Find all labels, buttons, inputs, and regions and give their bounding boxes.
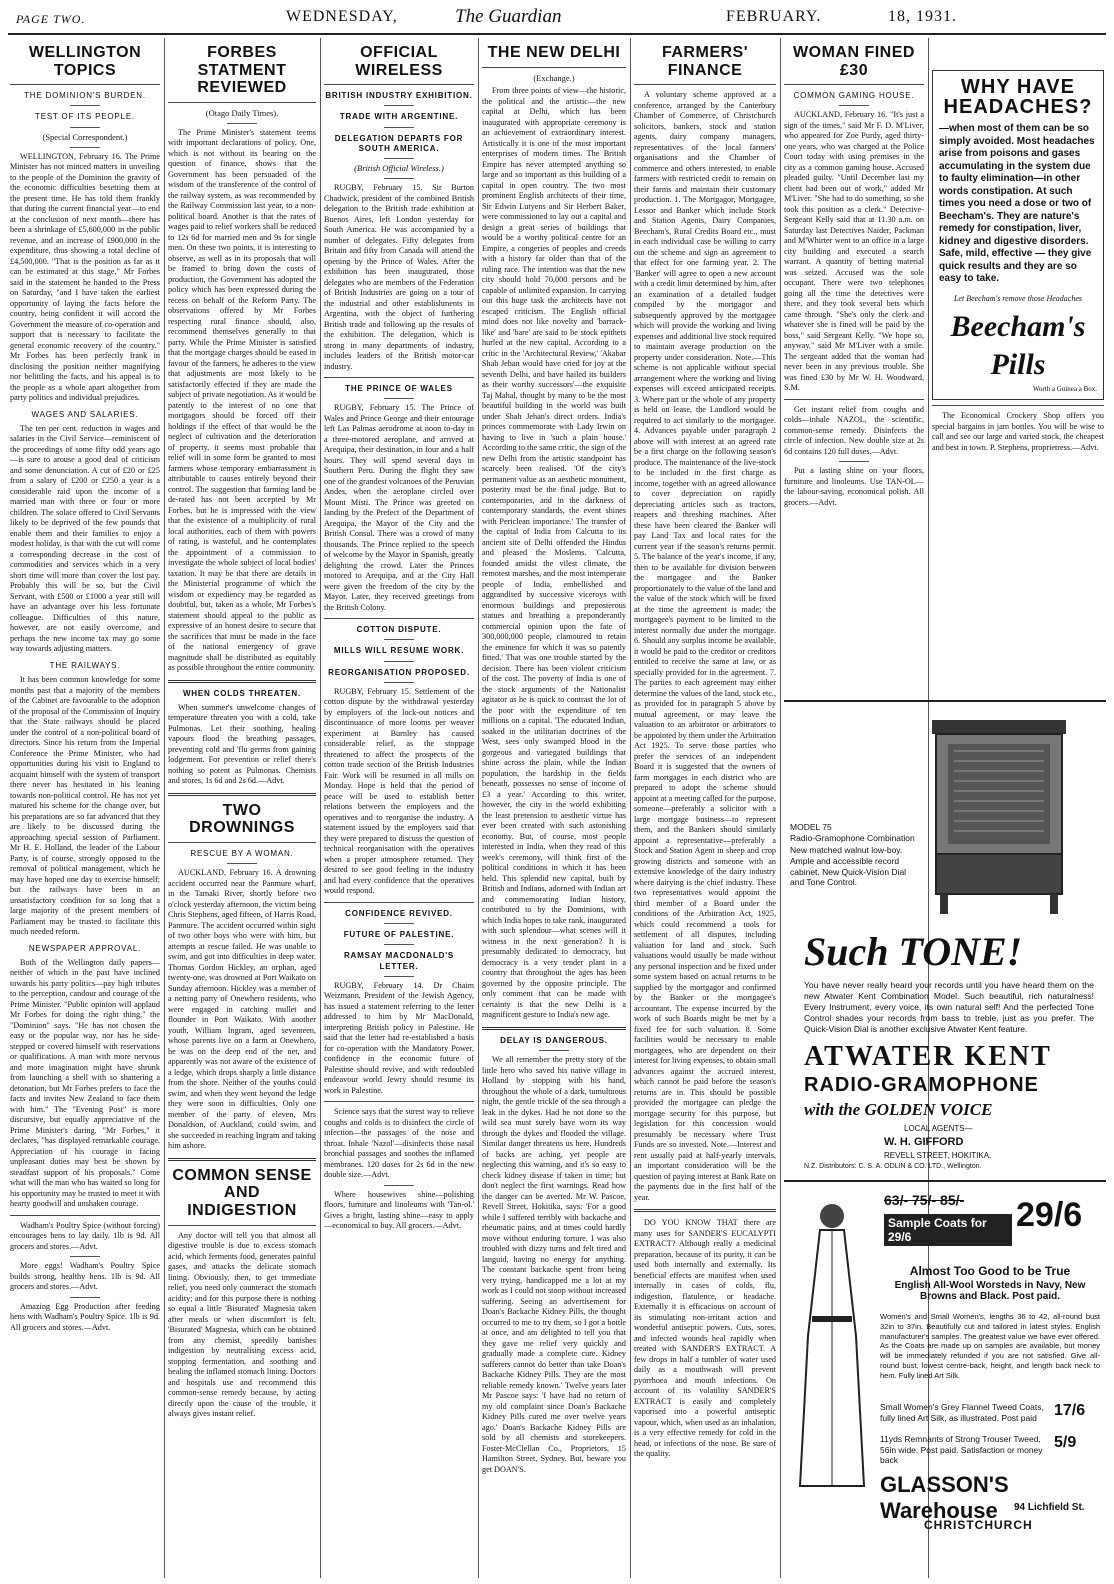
short-rule [227,863,257,864]
glassons-offer-price: 5/9 [1054,1434,1077,1451]
short-rule [384,398,414,399]
rule [324,377,474,378]
short-rule [384,661,414,662]
advert-text: Science says that the surest way to relieve coughs and colds is to disinfect the circle of infection—the passages of the nose and throat. Inhale 'Nazol'—disinfects those nasal bronchial passages and soothes the inflamed membranes. 120 doses for 2s 6d in the new double size.—Advt. [324,1107,474,1180]
section-head: CONFIDENCE REVIVED. [345,908,453,918]
model-number: MODEL 75 [790,822,832,832]
article-paragraph: A voluntary scheme approved at a conference, arranged by the Canterbury Chamber of Commerce, of Christchurch solicitors, bankers, stock and station agents, dairy company managers, representatives of the local farmers' organisations and the Chamber of commerce and others interested, to enable farmers with restricted credit to remain on their farms and maintain their customary production. 1. The Mortgagor, Mortgagee, Lessor and Banker which include Stock and Station Agents, Dairy Companies, Beecham's, Rural Credits Board etc., must in each individual case be willing to carry out the scheme and sign an agreement to that effect for one farming year. 2. The 'Banker' will agree to open a new account with a credit limit determined by him, after an examination of a detailed budget compiled by the mortgagor and subsequently approved by the mortgagee which will provide the working and living expenses and additional live stock required to maintain average production on the property under consideration. Note.—This scheme is not applicable without special arrangement where the working and living expenses will exceed anticipated receipts. 3. Where part or the whole of any property is held on lease, the Landlord would be required to act similarly to the mortgagee. 4. Advances payable under paragraph 2 above will with interest at an agreed rate be a first charge on the following season's produce. The maintenance of the live-stock to be included in the first charge as income, together with an agreed allowance to cover depreciation on rapidly depreciating articles such as tractors, reapers and threshing machines. After these have been cleared the Banker will pay Land Tax and local rates for the current year if the season's returns permit. 5. The balance of the year's income, if any, then to be available for division between the mortgagee and the Banker proportionately to the value of the land and the value of the stock which will be fixed at the time the agreement is made; the mortgagee's payment to be limited to the interest normally due under the mortgage. 6. Should any surplus income be available, it would be paid to the creditor or creditors entitled to receive the same at law, or as specially provided for in the agreement. 7. The parties to each agreement may either determine the values of the land, stock etc., as provided for in paragraph 5 above by mutual agreement, or may leave the valuation to an arbitrator or arbitrators to be appointed by them under the Arbitration Act 1925. To serve those parties who prefer the services of an independent Board it is suggested that the owners of farm mortgages in each district who are prepared to adopt the scheme should appoint at a meeting called for the purpose, someone—preferably a solicitor with a large mortgage business—to represent them, and the Bankers should similarly appoint a representative—preferably a Stock and Station Agent in sheep and crop growing districts and someone with an extensive knowledge of the dairy industry where dairying is the chief industry. These two representatives would appoint the third member of a Board under the conditions of the Arbitration Act, 1925, which could recommend a tools for settlement of all disputes, including valuation for land and stock. Such valuations would usually be made without any personal inspection and be fixed under some system based on actual returns to be supplied by the mortgagor and confirmed by the Banker or the mortgagee's accountant. The expense incurred by the work of such Boards might be met by a fixed fee for such valuation. 8. Some facilities would be necessary to enable mortgagees, who are dependent on their interest for living expenses, to obtain small advances against the accrued interest, which cannot be paid before the season's returns are in. This should be possible provided the mortgagee can pledge the mortgage security for this purpose, but legislation for this concession would presumably be necessary where Trust Funds are so invested. Note.—Interest and rent usually paid at half-yearly intervals, an important consideration will be the question of paying interest at Bank Rate on the payments due in the first half of the year. [634,90,776,1202]
advert-text: Get instant relief from coughs and colds—inhale NAZOL, the scientific, common-sense remedy. Disinfects the circle of infection. New double size at 2s 6d contains 120 full doses.—Advt. [784,404,924,456]
masthead-month: FEBRUARY. [726,8,822,25]
section-head: NEWSPAPER APPROVAL. [28,943,142,953]
rule [168,1158,316,1161]
subhead: TRADE WITH ARGENTINE. [339,112,459,122]
glassons-subhead: English All-Wool Worsteds in Navy, New Browns and Black. Post paid. [894,1280,1086,1302]
headline-wellington-topics: WELLINGTON TOPICS [28,44,142,79]
article-paragraph: WELLINGTON, February 16. The Prime Minister has not minced matters in unveiling to the people of the Dominion the gravity of the economic difficulties besetting them at the present time. He has told them frankly that during the current financial year—to end at the conclusion of next month—there has been a shrinkage of £5,600,000 in the public revenue, and an increase of £900,000 in the expenditure, thus showing a total decline of £4,500,000. "That is the position as far as it can be estimated at this stage," Mr Forbes said in the statement he handed to the Press on Saturday, "and I have taken the earliest opportunity of laying the facts before the country, being confident it will accord the Government the measure of co-operation and support that is necessary to facilitate the general economic recovery of the country." Mr Forbes has been perfectly frank in disclosing the position neither magnifying nor belittling the facts, and his appeal is to the people as a whole apart altogether from party politics and individual prejudices. [10,151,160,403]
article-paragraph: The ten per cent. reduction in wages and salaries in the Civil Service—reminiscent of the proceedings of some fifty odd years ago—is sure to arouse a good deal of criticism and some denunciation. A cut of £20 or £25 from a salary of £200 or £250 a year is a considerable raid upon the income of a married man with three or four or more children. The solace offered to Civil Servants likely to be deprived of the few pounds that enable them and their families to enjoy a modest holiday, is that with the cut will come a corresponding decrease in the cost of commodities and services which in a very short time will more than cover the lost pay. Probably this will be so, but the Civil Servant, with £500 or £1000 a year still will have an advantage over his less fortunate colleague. Difficulties of this nature, however, are not easily overcome, and perhaps the new income tax may go some way towards adjusting matters. [10,423,160,654]
column-wellington-topics [10,40,160,1576]
byline: (Exchange.) [533,72,575,83]
glassons-offer: 11yds Remnants of Strong Trouser Tweed, 56in wide. Post paid. Satisfaction or money back [880,1434,1043,1466]
agents-label: LOCAL AGENTS— [904,1124,973,1133]
rule [324,902,474,903]
glassons-headline: Almost Too Good to be True [909,1264,1071,1278]
model-features: New matched walnut low-boy. Ample and accessible record cabinet. New Quick-Vision Dial and Tone Control. [790,845,907,888]
short-rule [70,1256,100,1257]
short-rule [839,105,869,106]
rule [932,405,1104,406]
article-paragraph: From three points of view—the historic, the political and the artistic—the new capital at Delhi, which has been inaugurated with appropriate ceremony is an achievement of extraordinary interest. Artistically it is one of the most important enterprises of modern times. The British Empire has never attempted anything so large and so important as this building of a capital in open country. The two most prominent English architects of their time, Sir Edwin Lutyens and Sir Herbert Baker, were commissioned to lay out a capital and design a great series of buildings that would be a worthy political centre for an Empire, a congeries of peoples and creeds with a history far older than that of the ruling race. The intention was that the new city should hold 70,000 persons and be capable of unlimited expansion. In carrying out this huge task the architects have not escaped criticism. The English official mind does not like novelty and 'barrack-like' and 'bare' are said to be stock epithets hurled at the new capital. According to a critic in the 'Architectural Review,' 'Akabar Shah Jehan would have cried for joy at the seventh Delhi, and have hailed its builders as their worthy successors'—the exquisite Taj Mahal, thought by many to be the most beautiful building in the world was built under Shah Jehan's direct orders. India's princes commemorate with Lady Irwin on having to live in 'such a plain house.' According to the same critic, the sign of the new Delhi from the artistic standpoint has scarcely been realised. 'Of the city's permanent value as an aesthetic monument, posterity must be the final judge. But to contemporaries, and in the darkness of contemporary standards, the event shines with Periclean importance.' The transfer of the capital of India from Calcutta to its ancient site of Delhi offended the Hindus and pleased the Moslems. 'Calcutta, founded amidst the vilest climate, the remotest marshes, and the most intemperate people of India, embellished and aggrandised by successive viceroys with enormous buildings and preposterous statues and breathing a preponderantly commercial opinion upon the fate of 300,000,000 people, clamoured to retain the eminence for which it was so patently fitted.' That was one trouble started by the decision. There has been violent criticism of the cost. The poverty of India is one of the stock arguments of the Nationalist agitator as he is quick to contrast the lot of the poor with the expenditure of ten millions on a capital. 'The educated Indian, soaked in the utilitarian doctrines of the West, sees only swamped blood in the gorgeous and variegated buildings that shine across the plain, while the Indian population, the hardship in the fields beneath, possesses no sense of income of £3 a year.' According to this writer, however, the city in the world exhibiting the least pretension to aesthetic virtue has ever been created with such astonishing economy. But, of course, most people interested in India, when they read of this week's ceremony, will think first of the political conditions in which it has been held. This splendid new capital, built by British and Indians, adorned with Indian art and commemorating Indian history, contributed to by the Dominions, with which India hopes to take rank, inaugurated with such splendour—what scenes will it witness in the next generation? It is presumably dedicated to democracy, but democracy is a very tender plant in a country that throughout the ages has been governed by the opposite principle. The only comment that can be made with certainty is that the new Delhi is a magnificent gesture to India's new age. [482,86,626,1020]
short-rule [539,1050,569,1051]
short-rule [70,127,100,128]
short-rule [384,923,414,924]
model-description: Radio-Gramophone Combination [790,832,915,843]
beecham-advert [932,70,1104,400]
article-paragraph: RUGBY, February 15. The Prince of Wales and Prince George and their entourage left Las Palmas aerodrome at noon to-day in a three-motored aeroplane, and arrived at Arequipa, their destination, in four and a half hours. They will spend several days in Southern Peru. During the flight they saw one of the grandest volcanoes of the Peruvian Andes, when the aeroplane circled over Mount Misti. The Prince was greeted on landing by the Prefect of the Department of Arequipa, the Mayor of the City and the British Consul. There was a crowd of many thousands. The Prince replied to the speech of welcome by the Mayor in Spanish, greatly delighting the crowd. Later the Princes motored to Arequipa, and at the City Hall were given the freedom of the city by the Mayor. Later, they received greetings from the British Colony. [324,403,474,612]
advert-text: Where housewives shine—polishing floors, furniture and linoleums with 'Tan-ol.' Gives a bright, lasting shine—easy to apply—economical to buy. All grocers.—Advt. [324,1189,474,1231]
rule [324,618,474,619]
headline-official-wireless: OFFICIAL WIRELESS [355,44,443,79]
section-head: WHEN COLDS THREATEN. [182,688,302,698]
advert-text: Any doctor will tell you that almost all digestive trouble is due to excess stomach acid, which ferments food, generates painful gases, and attacks the delicate stomach lining. Obviously, then, to get immediate relief, you need only counteract the stomach acidity; and for this purpose there is nothing so equal a little 'Bisurated' Magnesia taken after meals or when discomfort is felt. 'Bisurated' Magnesia, which can be obtained from any chemist, speedily banishes indigestion by neutralising excess acid, stopping fermentation, and soothing and healing the inflamed stomach lining. Doctors and hospitals use and recommend this common-sense remedy because, by acting directly upon the cause of the trouble, it always gives instant relief. [168,1230,316,1419]
section-head: THE PRINCE OF WALES [345,384,453,393]
short-rule [227,123,257,124]
article-paragraph: It has been common knowledge for some months past that a majority of the members of the Cabinet are favourable to the adoption of the proposal of the Commission of Inquiry that the State railways should be placed under the control of a non-political board of directors. Since his return from the Imperial Conference the Prime Minister, who had opportunities during his visit to England to acquaint himself with the system of transport there never has hesitated in his leaning towards non-political control. He has not yet matured his scheme for the change over, but his preparations are so far advanced that they are likely to be discussed during the approaching special session of Parliament. Mr H. E. Holland, the leader of the Labour Party, is of course, strongly opposed to the removal of political management, which he may have hoped one day to exercise himself; but the railways have been in an unsatisfactory condition for so long that a large majority of the present members of Parliament may be trusted to facilitate this much needed reform. [10,675,160,936]
old-prices: 63/- 75/- 85/- [884,1192,965,1208]
advert-text: DO YOU KNOW THAT there are many uses for SANDER'S EUCALYPTI EXTRACT? Although really a medicinal preparation, because of its purity, it can be used both internally and externally. Its beneficial effects are manifest when used internally in cases of colds, flu, indigestion, flatulence, or headache. Externally it is efficacious on account of its stimulating non-irritant action and wonderful antiseptic powers. Cuts, sores, and infected wounds heal rapidly when treated with SANDER'S EXTRACT. A few drops in half a tumbler of water used daily as a mouthwash will prevent pyorrhoea and mouth infections. On account of its volatility SANDER'S EXTRACT is easily and completely vaporised into a powerful antiseptic vapour, which, when used as an inhalation, is a very effective remedy for cold in the head, or infections of the nose. Be sure of the quality. [634,1218,776,1459]
glassons-body: Women's and Small Women's, lengths 36 to 42, all-round bust 32in to 37in. Beautifully cut and tailored in latest styles. English manufacturer's samples. The greatest value we have ever offered. As the Coats are made up on samples are available, but money will be immediately refunded if you are not satisfied. Give all-round bust, lowest centre-back, height, and length back neck to hem. Fully lined Art Silk. [880,1312,1100,1380]
short-rule [70,105,100,106]
rule [324,84,474,85]
column-divider [630,38,631,1578]
glassons-offer: Small Women's Grey Flannel Tweed Coats, fully lined Art Silk, as illustrated. Post paid [880,1402,1044,1423]
model-info [790,822,922,888]
section-head: WAGES AND SALARIES. [31,409,139,419]
headline-farmers-finance: FARMERS' FINANCE [661,44,749,79]
rule [482,67,626,68]
cabinet-icon [924,716,1074,916]
headline-new-delhi: THE NEW DELHI [487,44,621,61]
article-paragraph: RUGBY, February 15. Settlement of the cotton dispute by the withdrawal yesterday by employers of the lock-out notices and discontinuance of more looms per weaver experiment at Burnley has caused considerable relief, as the stoppage threatened to affect the prospects of the cotton trade section of the British Industries Fair. Work will be resumed in all mills on Monday. Hope is held that the period of peace will be used to establish better relations between the employers and the operatives and to reorganise the industry. A statement issued by the employers said that they were prepared to discuss the question of technical reorganisation with the operatives when a proper atmosphere returned. They desired to see good feeling in the industry and had every confidence that the operatives would respond. [324,686,474,896]
short-rule [384,178,414,179]
byline: (British Official Wireless.) [354,163,444,174]
byline: (Otago Daily Times). [205,107,279,118]
rule [168,1225,316,1226]
byline: (Special Correspondent.) [42,131,128,142]
section-head: THE RAILWAYS. [49,660,121,670]
column-divider [780,38,781,1578]
sample-coats: Sample Coats for 29/6 [884,1214,1012,1246]
article-paragraph: RUGBY, February 14. Dr Chaim Weizmann, President of the Jewish Agency, has issued a statement referring to the letter addressed to him by Mr MacDonald, interpreting British policy in Palestine. He said that the letter had re-established a basis for co-operation with the Mandatory Power, confidence in the economic future of Palestine should revive, and with redoubled endeavour world Jewry should resume its work in Palestine. [324,980,474,1095]
section-head: COTTON DISPUTE. [356,625,442,635]
rule [324,1101,474,1102]
short-rule [839,461,869,462]
article-paragraph: Both of the Wellington daily papers—neither of which in the past have inclined towards his party politics—pay high tributes to the perception, candour and courage of the Prime Minister. "Public opinion will applaud Mr Forbes for doing the right thing," the "Dominion" says. "He has not chosen the easy or the popular way, nor has he side-stepped or covered himself with reservations or qualifications. A man with more nervous and more imagination might have shrunk from launching a shell with so shattering a detonation, but Mr Forbes prefers to face the facts and invites New Zealand to face them with him." The "Evening Post" is more discursive, but equally appreciative of the Prime Minister's daring. "Mr Forbes," it declares, "has displayed remarkable courage. Appreciation of his courage in facing unpleasant duties may best be shown by steadfast support of his proposals." Come what will the man who has waited so long for his opportunity may be trusted to meet it with hearty goodwill and unshaken courage. [10,957,160,1209]
glassons-address: 94 Lichfield St. [1014,1502,1085,1513]
column-divider [478,38,479,1578]
beecham-tagline: Let Beecham's remove those Headaches [953,293,1083,303]
atwater-kent-advert [784,700,1106,1172]
distributors: N.Z. Distributors: C. S. A. ODLIN & CO. LTD., Wellington. [804,1163,982,1170]
advert-text: More eggs! Wadham's Poultry Spice builds strong, healthy hens. 1lb is 9d. All grocers and stores.—Advt. [10,1261,160,1292]
subhead: FUTURE OF PALESTINE. [343,930,455,940]
short-rule [384,127,414,128]
headline-common-sense: COMMON SENSE AND INDIGESTION [172,1166,312,1219]
column-forbes-statement [168,40,316,1576]
agent-name: W. H. GIFFORD [884,1136,964,1148]
glassons-advert [784,1180,1106,1578]
short-rule [70,1297,100,1298]
subhead: REORGANISATION PROPOSED. [328,667,470,677]
column-farmers-finance [634,40,776,1576]
subhead: TEST OF ITS PEOPLE. [35,112,135,122]
masthead-day: WEDNESDAY, [286,8,398,25]
glassons-city: CHRISTCHURCH [924,1518,1033,1532]
short-rule [384,1185,414,1186]
woman-coat-icon [790,1196,874,1496]
beecham-title: HEADACHES? [943,96,1093,118]
subhead: COMMON GAMING HOUSE. [793,91,915,101]
masthead-date: 18, 1931. [888,8,957,25]
column-woman-fined [784,40,924,730]
short-rule [384,976,414,977]
headline-woman-fined: WOMAN FINED £30 [793,44,915,79]
beecham-logo: Beecham's Pills [950,309,1086,382]
atwater-product: RADIO-GRAMOPHONE [804,1074,1039,1096]
column-divider [164,38,165,1578]
subhead: RESCUE BY A WOMAN. [190,849,294,859]
advert-text: The Economical Crockery Shop offers you special bargains in jam bottles. You will be wise to call and see our large and varied stock, the cheapest and best in town. P. Stephens, proprietress.—Advt. [932,411,1104,452]
short-rule [384,944,414,945]
article-paragraph: The Prime Minister's statement teems with important declarations of policy. One, which is not without its bearing on the question of finance, shows that the Government has been persuaded of the wisdom of the transference of the control of the railway system, as was recommended by the Railway Commission last year, to a non-political board. Another is that the rates of wages paid to relief workers shall be reduced to 12s 6d for married men and 9s for single men. On these two points, it is interesting to observe, as well as in its proposals that will be framed to bring down the costs of production, the Government has adopted the policy which has been expressed during the recess on behalf of the Reform Party. The observations offered by Mr Forbes respecting rural finance should, also, recommend themselves generally to that party. While the Prime Minister is satisfied that the mortgage charges should be eased in favour of the farmers, he adheres to the view that adjustments are most likely to be satisfactorily effected if they are made the subject of private negotiation. As it would be patently to the interest of no one that mortgagors should be forced off their holdings if the effect of that would be the neglect of cultivation and the deterioration of property, it seems most probable that relief will in some form be granted to most farmers whose temporary embarrassment is attributable to causes entirely beyond their control. The suggestion that farming land be de-rated has not been accepted by Mr Forbes, but he is impressed with the view that the existence of a multiplicity of rural local authorities, each of them with powers of rating, is wasteful, and he contemplates the appointment of a commission to investigate the whole subject of local bodies' taxation. It may be that there are details in the Ministerial programme of which the wisdom or expediency may be regarded as doubtful, but, taken as a whole, Mr Forbes's statement should appeal to the public as expressive of an honest desire to secure that the sacrifices that must be made in the face of the national emergency of grave magnitude shall be distributed as equitably as possible throughout the entire community. [168,127,316,673]
subhead: THE DOMINION'S BURDEN. [24,91,146,101]
glassons-offer-price: 17/6 [1054,1402,1086,1419]
advert-text: Wadham's Poultry Spice (without forcing) encourages hens to lay daily. 1lb is 9d. All grocers and stores.—Advt. [10,1220,160,1251]
agent-address: REVELL STREET, HOKITIKA. [884,1151,992,1160]
column-divider [320,38,321,1578]
short-rule [384,158,414,159]
rule [784,84,924,85]
advert-text: We all remember the pretty story of the little hero who saved his native village in Holland by stopping with his hand, throughout the whole of a dark, tumultuous night, the gentle trickle of the sea through a leak in the dykes. Had he not done so the wild sea must surely have worn its way through the dykes and flooded the village. Similar danger threatens us here. Hundreds of backs are aching, yet people are neglecting this warning, and it's so easy to check kidney disease if taken in time; but don't neglect the first warnings. Read how the danger can be averted. Mr W. Pascoe, Revell Street, Hokitika, says: 'For a good while I suffered terribly with backache and rheumatic pains, and at times could hardly move without enduring torture. I was also troubled with dizzy turns and felt tired and languid, having no energy for anything. The constant backache spent from being very trying, handicapped me a lot at my work as I could not stoop without increased suffering. Seeing an advertisement for Doan's Backache Kidney Pills, the thought occurred to me to try them, so I got a bottle at once, and am delighted to tell you that they gave me relief very quickly and gradually made a complete cure. Kidney sufferers cannot do better than take Doan's Backache Kidney Pills. They are the most reliable remedy known.' Twelve years later Mr Pascoe says: 'I have had no return of my old complaint since Doan's Backache Kidney Pills cured me over twelve years ago.' Doan's Backache Kidney Pills are sold by all chemists and storekeepers. Foster-McClellan Co., Proprietors, 15 Hamilton Street, Sydney. But, beware you get DOAN'S. [482,1055,626,1474]
column-new-delhi [482,40,626,1576]
article-paragraph: AUCKLAND, February 16. "It's just a sign of the times," said Mr F. D. M'Liver, who appeared for Zoe Purdy, aged thirty-one years, who was charged at the Police Court today with using premises in the city as a common gaming house. Accused pleaded guilty. "Until December last my client had been out of work," added Mr M'Liver. "She had to do something, so she took this position as a clerk." Detective-Sergeant Kelly said that at 11.30 a.m. on Saturday last Detectives Naider, Packman and M'Whirter went to an office in a large city building and executed a search warrant. A quantity of betting material was seized. Accused was the sole occupant. There were two telephones going all the time the detectives were there, and they took several bets which came through. "She's only the clerk and whatever she is fined will be paid by the boss," said Sergeant Kelly. "We hope so, anyway," said Mr M'Liver with a smile. The sergeant added that the woman had never been in any previous trouble. She was fined £30 by Mr W. H. Woodward, S.M. [784,110,924,393]
atwater-slogan: with the GOLDEN VOICE [804,1100,993,1119]
headline-forbes-statment: FORBES STATMENT REVIEWED [197,44,287,97]
sale-price: 29/6 [1016,1196,1083,1234]
beecham-body: —when most of them can be so simply avoided. Most headaches arise from poisons and gases accumulating in the system due to faulty elimination—in other words constipation. At such times you need a dose or two of Beecham's. They are nature's remedy for constipation, liver, kidney and digestive disorders. Safe, mild, effective — they give quick results and they are so easy to take. [939,123,1095,284]
subhead: RAMSAY MACDONALD'S LETTER. [343,951,455,971]
advert-text: When summer's unwelcome changes of temperature threaten you with a cold, take Pulmonas. Let their soothing, healing vapours flood the breathing passages, preventing cold and 'flu germs from gaining lodgement. For prevention or relief there's nothing so potent as Pulmonas. Chemists and stores, 1s 6d and 2s 6d.—Advt. [168,702,316,786]
rule [168,842,316,843]
advert-text: Amazing Egg Production after feeding hens with Wadham's Poultry Spice. 1lb is 9d. All grocers and stores.—Advt. [10,1301,160,1332]
column-official-wireless [324,40,474,1576]
beecham-worth: Worth a Guinea a Box. [1032,384,1097,393]
rule [168,102,316,103]
headline-two-drownings: TWO DROWNINGS [189,801,295,837]
atwater-body: You have never really heard your records until you have heard them on the new Atwater Kent Combination Model. Such beautiful, rich naturalness! Every Instrument, every voice, its own natural self! And the perfected Tone Control shades your records from bass to treble, just as you prefer. The Quick-Vision Dial is another exclusive Atwater Kent feature. [804,980,1094,1035]
rule [634,1209,776,1212]
subhead: DELEGATION DEPARTS FOR SOUTH AMERICA. [334,133,464,153]
rule [168,793,316,796]
advert-text: Put a lasting shine on your floors, furniture and linoleums. Use TAN-OL—the labour-saving, economical polish. All grocers.—Advt. [784,466,924,507]
subhead: MILLS WILL RESUME WORK. [333,646,465,656]
beecham-title: WHY HAVE [961,76,1075,98]
article-paragraph: RUGBY, February 15. Sir Burton Chadwick, president of the combined British delegation to the British trade exhibition at Buenos Aires, left London yesterday for South America. He was accompanied by a number of delegates. Fifty delegates from Britain and fifty from Canada will attend the opening by the Prince of Wales. After the exhibition has been inaugurated, those delegates who are members of the Federation of British Industries are going on a tour of the industrial and other establishments in Argentina, with the object of furthering British trade and following up the results of the exhibition. The delegation, which is strong in many departments of industry, includes leaders of the British motor-car industry. [324,183,474,371]
short-rule [384,639,414,640]
newspaper-title: The Guardian [455,6,562,27]
section-head: DELAY IS DANGEROUS. [500,1035,608,1045]
glassons-brand: GLASSON'S Warehouse [880,1472,1009,1523]
atwater-brand: ATWATER KENT [804,1041,1052,1072]
short-rule [70,147,100,148]
rule [10,84,160,85]
rule [10,1215,160,1216]
rule [634,84,776,85]
such-tone-headline: Such TONE! [804,929,1023,974]
rule [168,680,316,683]
page-label: PAGE TWO. [16,12,86,26]
article-paragraph: AUCKLAND, February 16. A drowning accident occurred near the Panmure wharf, in the Tamaki River, shortly before two o'clock yesterday afternoon, the victim being Chris Stephens, aged fifteen, of Harris Road, Panmure. The accident occurred within sight of two other boys who were with him, but attempts at rescue failed. He was unable to swim, and got into difficulties in deep water. Thomas Gordon Hickley, an orphan, aged twenty-one, was drowned at Port Waikato on Sunday afternoon. Hickley was a member of a netting party of Onewhero residents, who were engaged in catching mullet and flounder in Port Waikato. With another youth, William Ingram, aged seventeen, whose parents live on a farm at Onewhero, he was on the deep end of the net, and apparently was not aware of the existence of a ledge, which drops sharply a little distance from the shore. Neither of the youths could swim, and when they went beyond the ledge they were soon in difficulties. Only one member of the party of eleven, Mrs Donaldson, of Auckland, could swim, and she succeeded in reaching Ingram and taking him ashore. [168,868,316,1151]
masthead [0,0,1114,36]
column-beecham-ad [932,40,1104,740]
subhead: BRITISH INDUSTRY EXHIBITION. [325,91,473,101]
short-rule [384,682,414,683]
short-rule [384,105,414,106]
rule [784,399,924,400]
masthead-rule [8,33,1106,35]
rule [482,1027,626,1030]
